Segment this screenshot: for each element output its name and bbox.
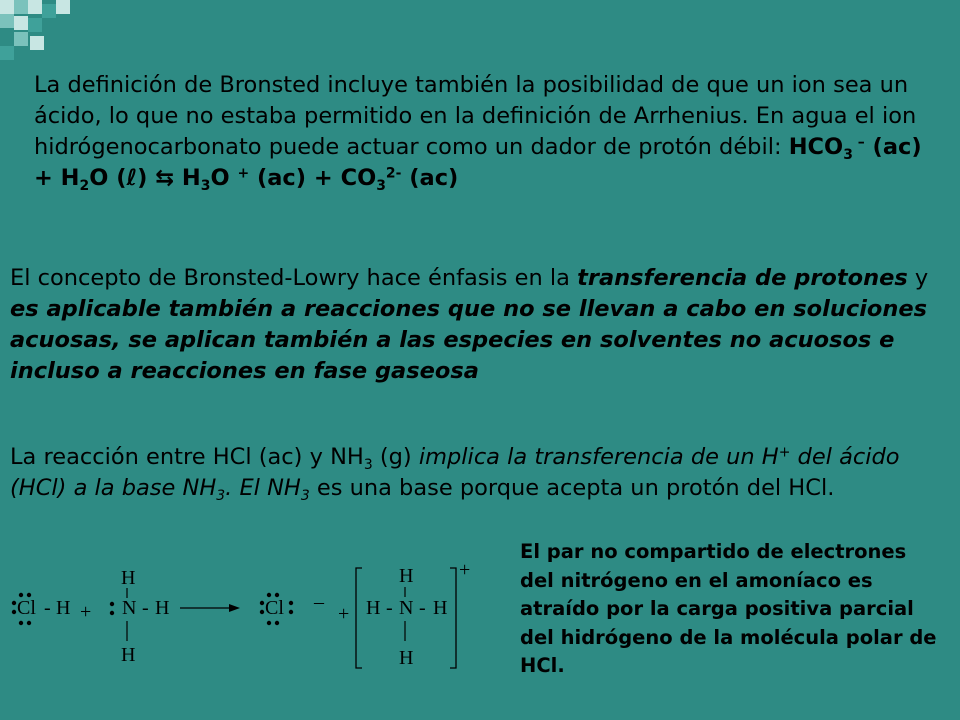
equation-bicarbonate: $HCO_3$ – $(ac) + H_2O$ (ℓ) ⇆ $H_3O$ + $(ac) + CO_3^{2-}$ (ac) xyxy=(34,134,922,194)
svg-text:H: H xyxy=(155,597,170,619)
lewis-structure-diagram xyxy=(0,556,500,676)
corner-square-2 xyxy=(14,0,28,14)
ammonium-ion xyxy=(356,559,470,669)
chloride-ion xyxy=(260,591,349,625)
h-atom: H xyxy=(56,597,71,619)
side-note: El par no compartido de electrones del nitrógeno en el amoníaco es atraído por la carga positiva parcial del hidrógeno de la molécula polar de HCl. xyxy=(520,540,937,677)
equilibrium-arrow-icon: ⇆ xyxy=(155,165,175,191)
svg-text:-: - xyxy=(386,597,393,619)
svg-text:H: H xyxy=(399,647,414,669)
svg-text:-: - xyxy=(142,597,149,619)
svg-text:-: - xyxy=(44,597,51,619)
corner-square-3 xyxy=(28,0,42,14)
corner-square-5 xyxy=(56,0,70,14)
corner-square-4 xyxy=(42,4,56,18)
svg-text:-: - xyxy=(419,597,426,619)
svg-text:N: N xyxy=(399,597,414,619)
svg-text:+: + xyxy=(338,603,350,625)
hcl-molecule xyxy=(12,593,91,625)
corner-square-7 xyxy=(14,16,28,30)
minus-sign: – xyxy=(314,591,324,613)
svg-text:H: H xyxy=(121,567,136,589)
plus-sign: + xyxy=(80,601,92,623)
n-atom: N xyxy=(122,597,137,619)
corner-square-11 xyxy=(0,46,14,60)
charge-sign: + xyxy=(459,559,471,581)
svg-text:H: H xyxy=(399,565,414,587)
reaction-arrow-icon xyxy=(180,604,240,612)
svg-text:H: H xyxy=(433,597,448,619)
paragraph-bronsted-lowry: El concepto de Bronsted-Lowry hace énfasis en la transferencia de protones y es aplicable también a reacciones que no se llevan a cabo en soluciones acuosas, se aplican también a las especies en solventes no acuosos e incluso a reacciones en fase gaseosa xyxy=(10,265,929,384)
svg-text:H: H xyxy=(366,597,381,619)
svg-text:Cl: Cl xyxy=(265,597,284,619)
corner-square-10 xyxy=(30,36,44,50)
corner-square-8 xyxy=(28,18,42,32)
corner-square-1 xyxy=(0,0,14,14)
cl-atom: Cl xyxy=(17,597,36,619)
corner-square-6 xyxy=(0,14,14,28)
ammonia-molecule xyxy=(110,567,170,666)
paragraph-hcl-nh3: La reacción entre HCl (ac) y $NH_3$ (g) implica la transferencia de un H+ del ácido (HCl) a la base $NH_3$. El $NH_3$ es una base porque acepta un protón del HCl. xyxy=(10,444,900,504)
corner-square-9 xyxy=(14,32,28,46)
paragraph-bronsted-ion: La definición de Bronsted incluye también la posibilidad de que un ion sea un ácido, lo que no estaba permitido en la definición de Arrhenius. En agua el ion hidrógenocarbonato puede actuar como un dador de protón débil: $HCO_3$ – $(ac) + H_2O$ (ℓ) ⇆ $H_3O$ + $(ac) + CO_3^{2-}$ (ac) xyxy=(34,72,922,194)
svg-text:H: H xyxy=(121,644,136,666)
